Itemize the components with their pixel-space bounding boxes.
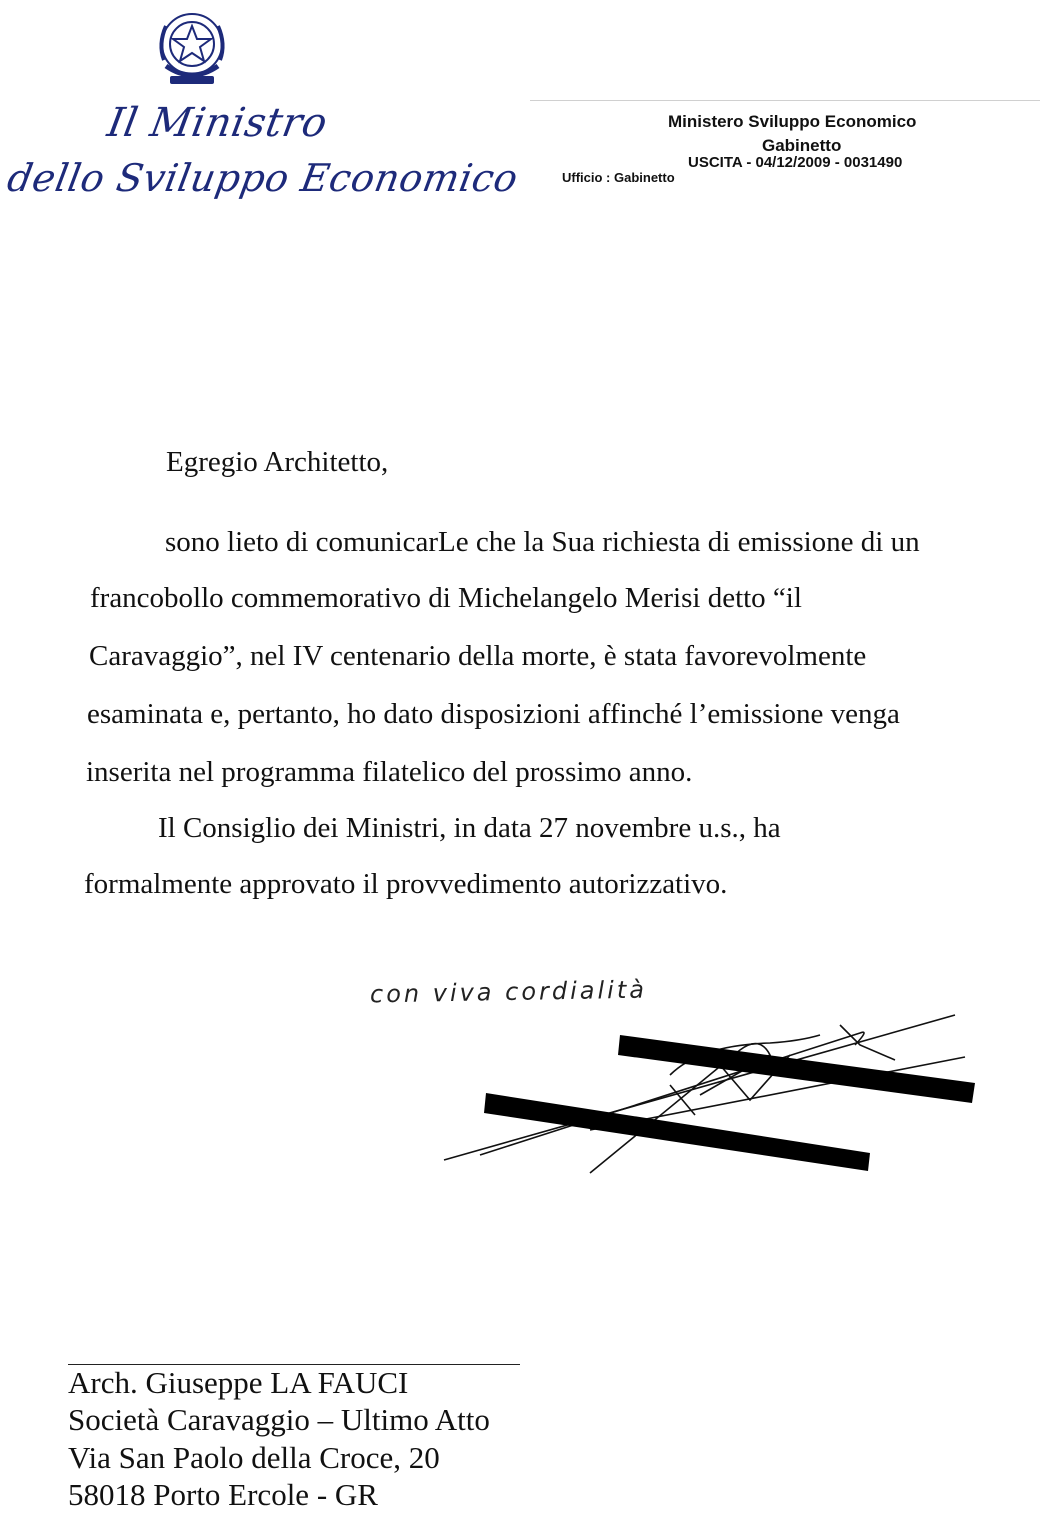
paragraph-2-line: Il Consiglio dei Ministri, in data 27 novembre u.s., ha bbox=[158, 812, 781, 844]
salutation: Egregio Architetto, bbox=[166, 446, 389, 478]
stamp-divider bbox=[530, 100, 1040, 101]
paragraph-1-line: Caravaggio”, nel IV centenario della morte, è stata favorevolmente bbox=[89, 640, 867, 672]
letterhead-title: Il Ministro bbox=[103, 100, 331, 146]
recipient-city: 58018 Porto Ercole - GR bbox=[68, 1477, 378, 1512]
paragraph-1-line: esaminata e, pertanto, ho dato disposizioni affinché l’emissione venga bbox=[87, 698, 900, 730]
stamp-office: Ufficio : Gabinetto bbox=[562, 170, 675, 185]
stamp-protocol: USCITA - 04/12/2009 - 0031490 bbox=[688, 154, 903, 171]
stamp-department: Gabinetto bbox=[762, 136, 842, 155]
letterhead-ministry: dello Sviluppo Economico bbox=[4, 156, 522, 200]
recipient-organization: Società Caravaggio – Ultimo Atto bbox=[68, 1402, 490, 1437]
recipient-name: Arch. Giuseppe LA FAUCI bbox=[68, 1365, 409, 1400]
paragraph-1-line: sono lieto di comunicarLe che la Sua richiesta di emissione di un bbox=[165, 526, 920, 558]
paragraph-1-line: francobollo commemorativo di Michelangelo Merisi detto “il bbox=[90, 582, 802, 614]
paragraph-2-line: formalmente approvato il provvedimento autorizzativo. bbox=[84, 868, 728, 900]
recipient-street: Via San Paolo della Croce, 20 bbox=[68, 1440, 440, 1475]
italian-republic-emblem-icon bbox=[152, 4, 232, 92]
redacted-signature-icon bbox=[440, 1005, 980, 1185]
stamp-ministry: Ministero Sviluppo Economico bbox=[668, 112, 917, 131]
handwritten-closing: con viva cordialità bbox=[369, 975, 648, 1009]
paragraph-1-line: inserita nel programma filatelico del prossimo anno. bbox=[86, 756, 693, 788]
